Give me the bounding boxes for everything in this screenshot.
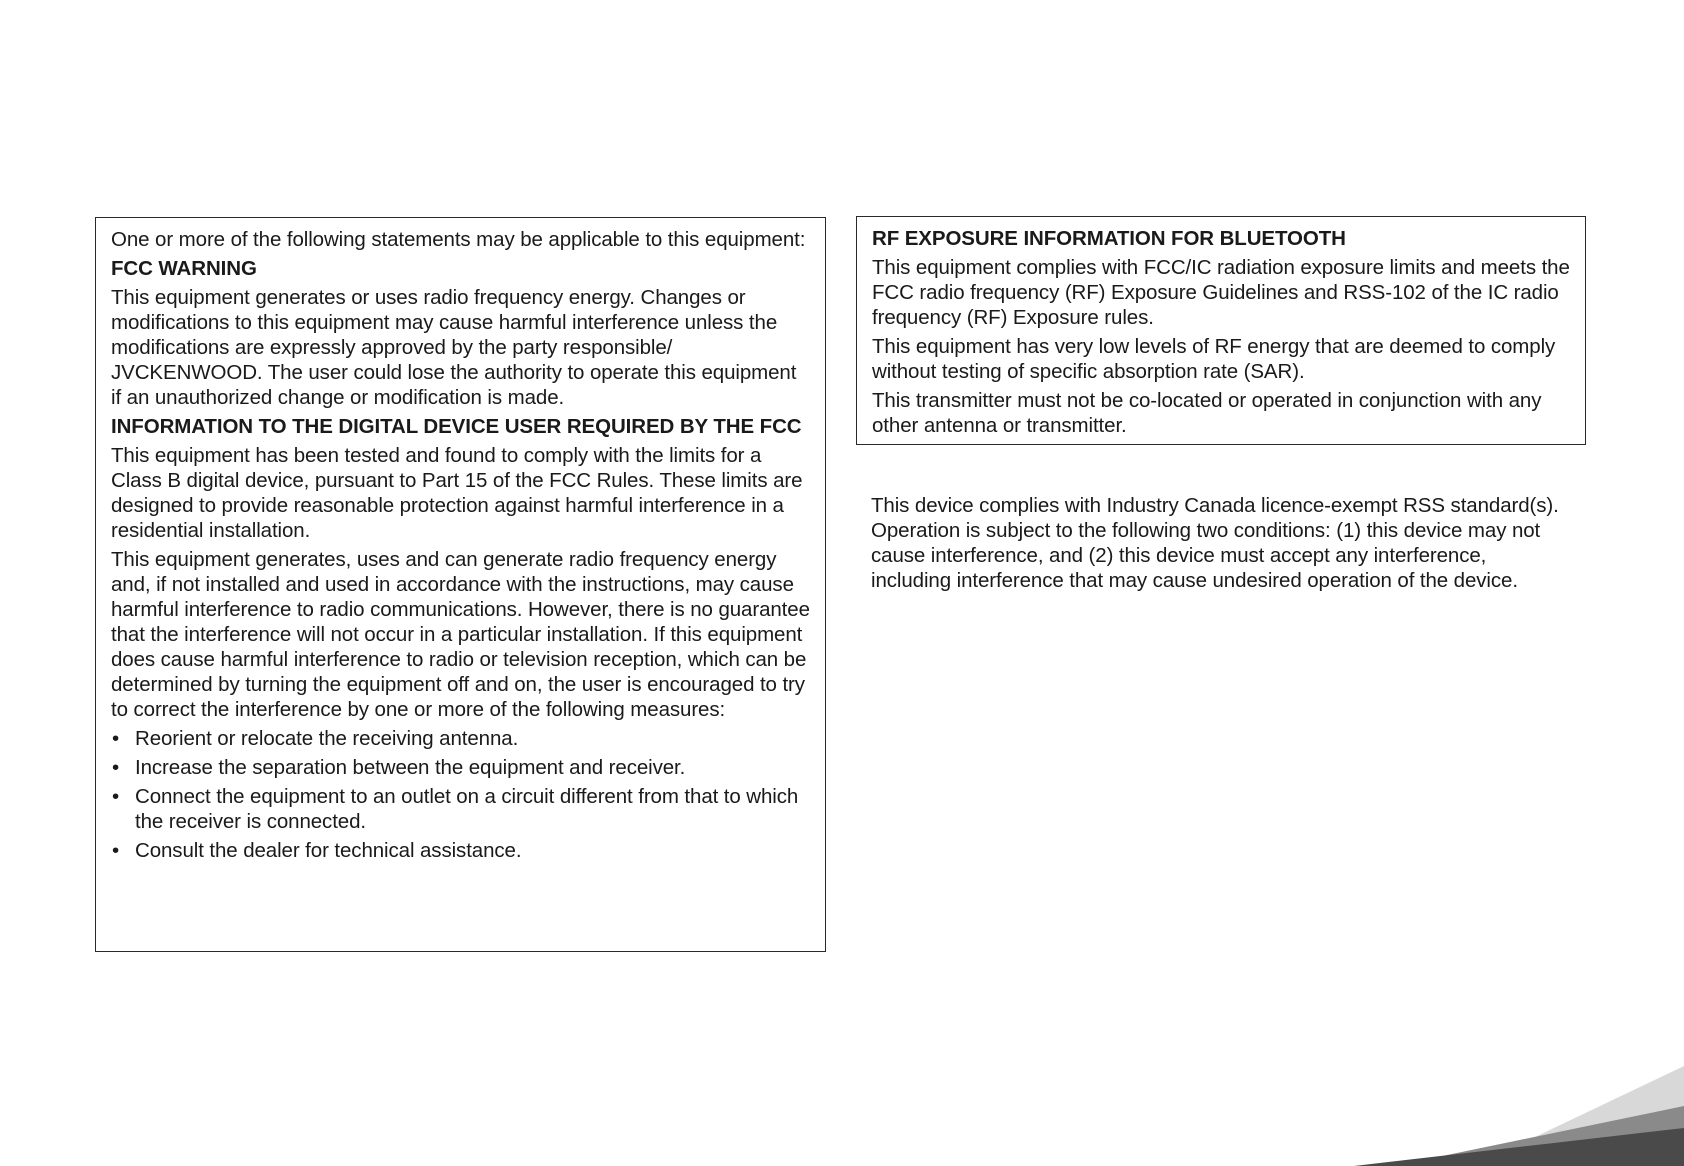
intro-text: One or more of the following statements may be applicable to this equipment: <box>111 228 806 251</box>
measure-text: Connect the equipment to an outlet on a circuit different from that to which the receiver is connected. <box>135 785 799 833</box>
bullet-icon: • <box>112 839 120 862</box>
list-item <box>111 838 811 863</box>
rf-exposure-text-3: This transmitter must not be co-located or operated in conjunction with any other antenna or transmitter. <box>872 389 1542 437</box>
corner-decoration-icon <box>1354 1046 1684 1166</box>
measure-text: Reorient or relocate the receiving antenna. <box>135 727 519 750</box>
industry-canada-text: This device complies with Industry Canada licence-exempt RSS standard(s). Operation is subject to the following two conditions: (1) this device may not cause interference, and (2) this device must accept any interference, including interference that may cause undesired operation of the device. <box>871 494 1559 592</box>
industry-canada-statement <box>871 493 1571 597</box>
digital-device-text-2: This equipment generates, uses and can generate radio frequency energy and, if not installed and used in accordance with the instructions, may cause harmful interference to radio communications. However, there is no guarantee that the interference will not occur in a particular installation. If this equipment does cause harmful interference to radio or television reception, which can be determined by turning the equipment off and on, the user is encouraged to try to correct the interference by one or more of the following measures: <box>111 548 810 721</box>
measure-text: Increase the separation between the equipment and receiver. <box>135 756 686 779</box>
rf-exposure-heading: RF EXPOSURE INFORMATION FOR BLUETOOTH <box>872 227 1346 250</box>
fcc-statements-box <box>95 217 826 952</box>
measure-text: Consult the dealer for technical assistance. <box>135 839 522 862</box>
bullet-icon: • <box>112 785 120 808</box>
digital-device-heading: INFORMATION TO THE DIGITAL DEVICE USER REQUIRED BY THE FCC <box>111 415 802 438</box>
fcc-warning-heading: FCC WARNING <box>111 257 257 280</box>
digital-device-text-1: This equipment has been tested and found to comply with the limits for a Class B digital device, pursuant to Part 15 of the FCC Rules. These limits are designed to provide reasonable protection against harmful interference in a residential installation. <box>111 444 803 542</box>
rf-exposure-text-1: This equipment complies with FCC/IC radiation exposure limits and meets the FCC radio frequency (RF) Exposure Guidelines and RSS-102 of the IC radio frequency (RF) Exposure rules. <box>872 256 1570 329</box>
list-item <box>111 726 811 751</box>
rf-exposure-box <box>856 216 1586 445</box>
rf-exposure-text-2: This equipment has very low levels of RF energy that are deemed to comply without testing of specific absorption rate (SAR). <box>872 335 1556 383</box>
list-item <box>111 784 811 834</box>
bullet-icon: • <box>112 756 120 779</box>
measures-list <box>111 726 811 863</box>
bullet-icon: • <box>112 727 120 750</box>
list-item <box>111 755 811 780</box>
fcc-warning-text: This equipment generates or uses radio frequency energy. Changes or modifications to this equipment may cause harmful interference unless the modifications are expressly approved by the party responsible/ JVCKENWOOD. The user could lose the authority to operate this equipment if an unauthorized change or modification is made. <box>111 286 797 409</box>
